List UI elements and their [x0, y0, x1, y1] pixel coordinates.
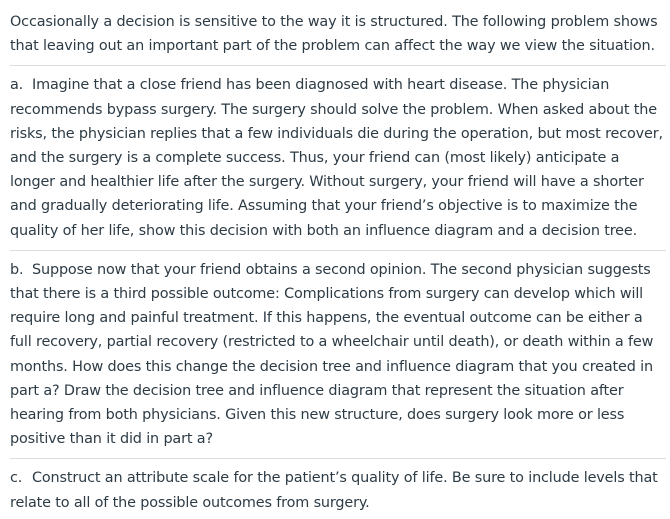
- part-c: [10, 458, 666, 514]
- part-a-text: [10, 73, 666, 242]
- problem-document: [10, 10, 666, 515]
- part-a: [10, 65, 666, 242]
- part-c-marker: c.: [10, 470, 23, 487]
- part-b-body: Suppose now that your friend obtains a second opinion. The second physician suggests that there is a third possible outcome: Complications from surgery can develop which will require long and painful treatment. If this happens, the eventual outcome can be either a full recovery, partial recovery (restricted to a wheelchair until death), or death within a few months. How does this change the decision tree and influence diagram that you created in part a? Draw the decision tree and influence diagram that represent the situation after hearing from both physicians. Given this new structure, does surgery look more or less positive than it did in part a?: [10, 261, 654, 448]
- part-c-text: [10, 466, 666, 514]
- part-b: [10, 250, 666, 452]
- part-a-body: Imagine that a close friend has been diagnosed with heart disease. The physician recommends bypass surgery. The surgery should solve the problem. When asked about the risks, the physician replies that a few individuals die during the operation, but most recover, and the surgery is a complete success. Thus, your friend can (most likely) anticipate a longer and healthier life after the surgery. Without surgery, your friend will have a shorter and gradually deteriorating life. Assuming that your friend’s objective is to maximize the quality of her life, show this decision with both an influence diagram and a decision tree.: [10, 77, 663, 239]
- part-c-body: Construct an attribute scale for the patient’s quality of life. Be sure to include levels that relate to all of the possible outcomes from surgery.: [10, 470, 658, 511]
- part-a-marker: a.: [10, 77, 24, 94]
- part-b-marker: b.: [10, 261, 24, 278]
- intro-paragraph: Occasionally a decision is sensitive to the way it is structured. The following problem shows that leaving out an important part of the problem can affect the way we view the situation.: [10, 14, 658, 55]
- part-b-text: [10, 258, 666, 452]
